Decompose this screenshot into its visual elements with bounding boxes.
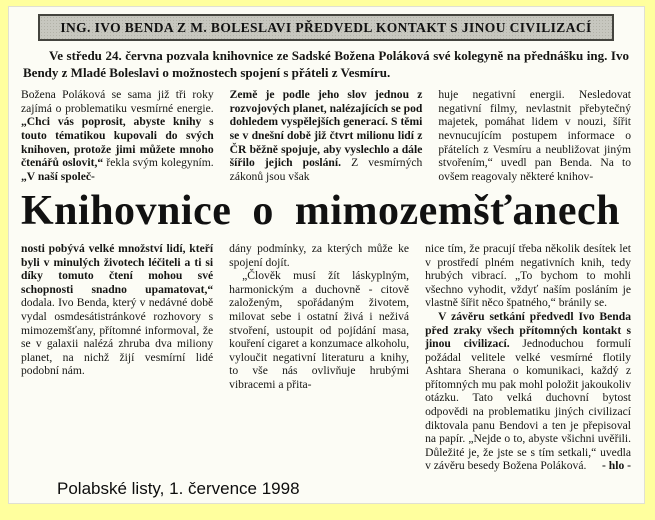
text-segment: Země je podle jeho slov jednou z rozvojových planet, nalézajících se pod dohledem vyspělejších generací. S těmi se v dnešní době již čtvrt milionu lidí z ČR běžně spojuje, aby vyslechlo a dále šířilo jejich poslání. — [229, 88, 423, 170]
quote-segment: nosti pobývá velké množství lidí, kteří byli v minulých životech léčiteli a ti si díky tomuto čtení mohou své schopnosti snadno upamatovat,“ — [21, 242, 214, 296]
text-segment: Božena Poláková se sama již tři roky zajímá o problematiku vesmírné energie. — [21, 88, 214, 115]
text-segment: dodala. Ivo Benda, který v nedávné době vydal osmdesátistránkové rozhovory s mimozemšťany, přítomné informoval, že se v galaxii nalézá zhruba dva miliony planet, na nichž žijí vesmírní lidé podobní nám. — [21, 296, 214, 378]
source-caption: Polabské listy, 1. července 1998 — [57, 479, 300, 498]
lead-segment: V závěru setkání předvedl Ivo Benda před zraky všech přítomných kontakt s jinou civilizací. — [425, 310, 631, 351]
quote-segment: „V naší společ- — [21, 169, 95, 183]
lede-paragraph: Ve středu 24. června pozvala knihovnice ze Sadské Božena Poláková své kolegyně na přednášku ing. Ivo Bendy z Mladé Boleslavi o možnostech spojení s přáteli z Vesmíru. — [23, 48, 629, 80]
newspaper-clipping — [8, 6, 645, 504]
paragraph — [21, 242, 213, 378]
kicker-text: ING. IVO BENDA Z M. BOLESLAVI PŘEDVEDL KONTAKT S JINOU CIVILIZACÍ — [60, 20, 592, 35]
kicker-bar — [38, 14, 613, 41]
paragraph: nice tím, že pracují třeba několik desítek let v prostředí plném negativních knih, tedy hrubých vibrací. „To bychom to mohli všechno vyhodit, vždyť naším posláním je vlastně šířit něco špatného,“ bránily se. — [425, 242, 631, 310]
byline: - hlo - — [602, 459, 631, 473]
top-columns — [21, 88, 631, 183]
paragraph: huje negativní energii. Nesledovat negativní filmy, nevlastnit přebytečný majetek, pomáhat lidem v nouzi, šířit nevnucujícím postupem informace o přátelích z Vesmíru a neubližovat jiným stvořením,“ uvedl pan Benda. Na to ovšem reagovaly některé knihov- — [438, 88, 632, 183]
paragraph: dány podmínky, za kterých může ke spojení dojít. — [229, 242, 410, 269]
paragraph: „Člověk musí žít láskyplným, harmonickým a duchovně - citově založeným, spořádaným životem, milovat sebe i ostatní živá i neživá stvoření, ustoupit od pojídání masa, kouření cigaret a konzumace alkoholu, vyloučit negativní literaturu a knihy, to vše nás ovlivňuje hrubými vibracemi a přita- — [229, 269, 410, 391]
paragraph — [230, 88, 423, 183]
text-segment: Jednoduchou formulí požádal velitele velké vesmírné flotily Ashtara Sherana o komunikaci, každý z přítomných mu pak mohl položit jakoukoliv otázku. Tato velká duchovní bytost odpovědi na problematiku jiných civilizací diktovala panu Bendovi a ten je přepisoval na papír. „Nejde o to, abyste všichni uvěřili. Důležité je, že jste se s tím setkali,“ uvedla v závěru besedy Božena Poláková. — [425, 337, 631, 473]
text-segment: Z vesmírných zákonů jsou však — [229, 156, 423, 183]
bottom-column-3 — [425, 242, 631, 473]
bottom-columns — [21, 242, 631, 473]
quote-segment: „Chci vás poprosit, abyste knihy s touto tématikou kupovali do svých knihoven, protože jimi můžete mnoho čtenářů oslovit,“ — [21, 115, 214, 170]
top-column-2 — [230, 88, 423, 183]
top-column-3 — [438, 88, 631, 183]
top-column-1 — [21, 88, 214, 183]
paragraph — [21, 88, 214, 183]
text-segment: řekla svým kolegyním. — [106, 156, 214, 170]
bottom-column-1 — [21, 242, 213, 473]
bottom-column-2 — [229, 242, 409, 473]
article-headline: Knihovnice o mimozemšťanech — [21, 188, 621, 235]
paragraph — [425, 310, 631, 473]
